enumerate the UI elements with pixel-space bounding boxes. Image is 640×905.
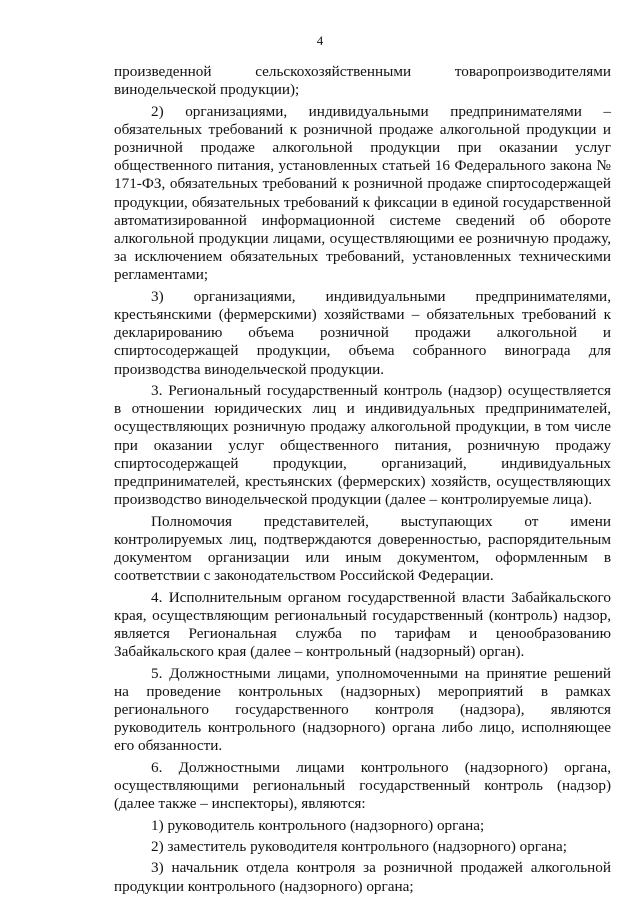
paragraph: 5. Должностными лицами, уполномоченными на принятие решений на проведение контрольных (надзорных) мероприятий в рамках регионального государственного контроля (надзора), являются руководитель контрольного (надзорного) органа либо лицо, исполняющее его обязанности. — [114, 664, 611, 755]
list-item: 1) руководитель контрольного (надзорного) органа; — [151, 816, 485, 834]
paragraph: Полномочия представителей, выступающих от имени контролируемых лиц, подтверждаются доверенностью, распорядительным документом организации или иным документом, оформленным в соответствии с законодательством Российской Федерации. — [114, 512, 611, 585]
paragraph: 2) организациями, индивидуальными предпринимателями – обязательных требований к розничной продаже алкогольной продукции и розничной продаже алкогольной продукции при оказании услуг общественного питания, установленных статьей 16 Федерального закона № 171-ФЗ, обязательных требований к розничной продаже спиртосодержащей продукции, обязательных требований к фиксации в единой государственной автоматизированной информационной системе сведений об обороте алкогольной продукции лицами, осуществляющими ее розничную продажу, за исключением обязательных требований, установленных техническими регламентами; — [114, 102, 611, 284]
page-number: 4 — [316, 33, 324, 48]
document-body — [114, 63, 611, 899]
list-item: 3) начальник отдела контроля за розничной продажей алкогольной продукции контрольного (надзорного) органа; — [114, 859, 611, 895]
paragraph: 3. Региональный государственный контроль (надзор) осуществляется в отношении юридических лиц и индивидуальных предпринимателей, осуществляющих розничную продажу алкогольной продукции, в том числе при оказании услуг общественного питания, розничную продажу спиртосодержащей продукции, организаций, индивидуальных предпринимателей, крестьянских (фермерских) хозяйств, осуществляющих производство винодельческой продукции (далее – контролируемые лица). — [114, 382, 611, 509]
paragraph: произведенной сельскохозяйственными товаропроизводителями винодельческой продукции); — [114, 63, 611, 99]
list-item: 2) заместитель руководителя контрольного (надзорного) органа; — [151, 838, 567, 856]
paragraph: 6. Должностными лицами контрольного (надзорного) органа, осуществляющими региональный государственный контроль (надзор) (далее также – инспекторы), являются: — [114, 758, 611, 813]
paragraph: 4. Исполнительным органом государственной власти Забайкальского края, осуществляющим региональный государственный (контроль) надзор, является Региональная служба по тарифам и ценообразованию Забайкальского края (далее – контрольный (надзорный) орган). — [114, 588, 611, 661]
paragraph: 3) организациями, индивидуальными предпринимателями, крестьянскими (фермерскими) хозяйствами – обязательных требований к декларированию объема розничной продажи алкогольной и спиртосодержащей продукции, объема собранного винограда для производства винодельческой продукции. — [114, 287, 611, 378]
